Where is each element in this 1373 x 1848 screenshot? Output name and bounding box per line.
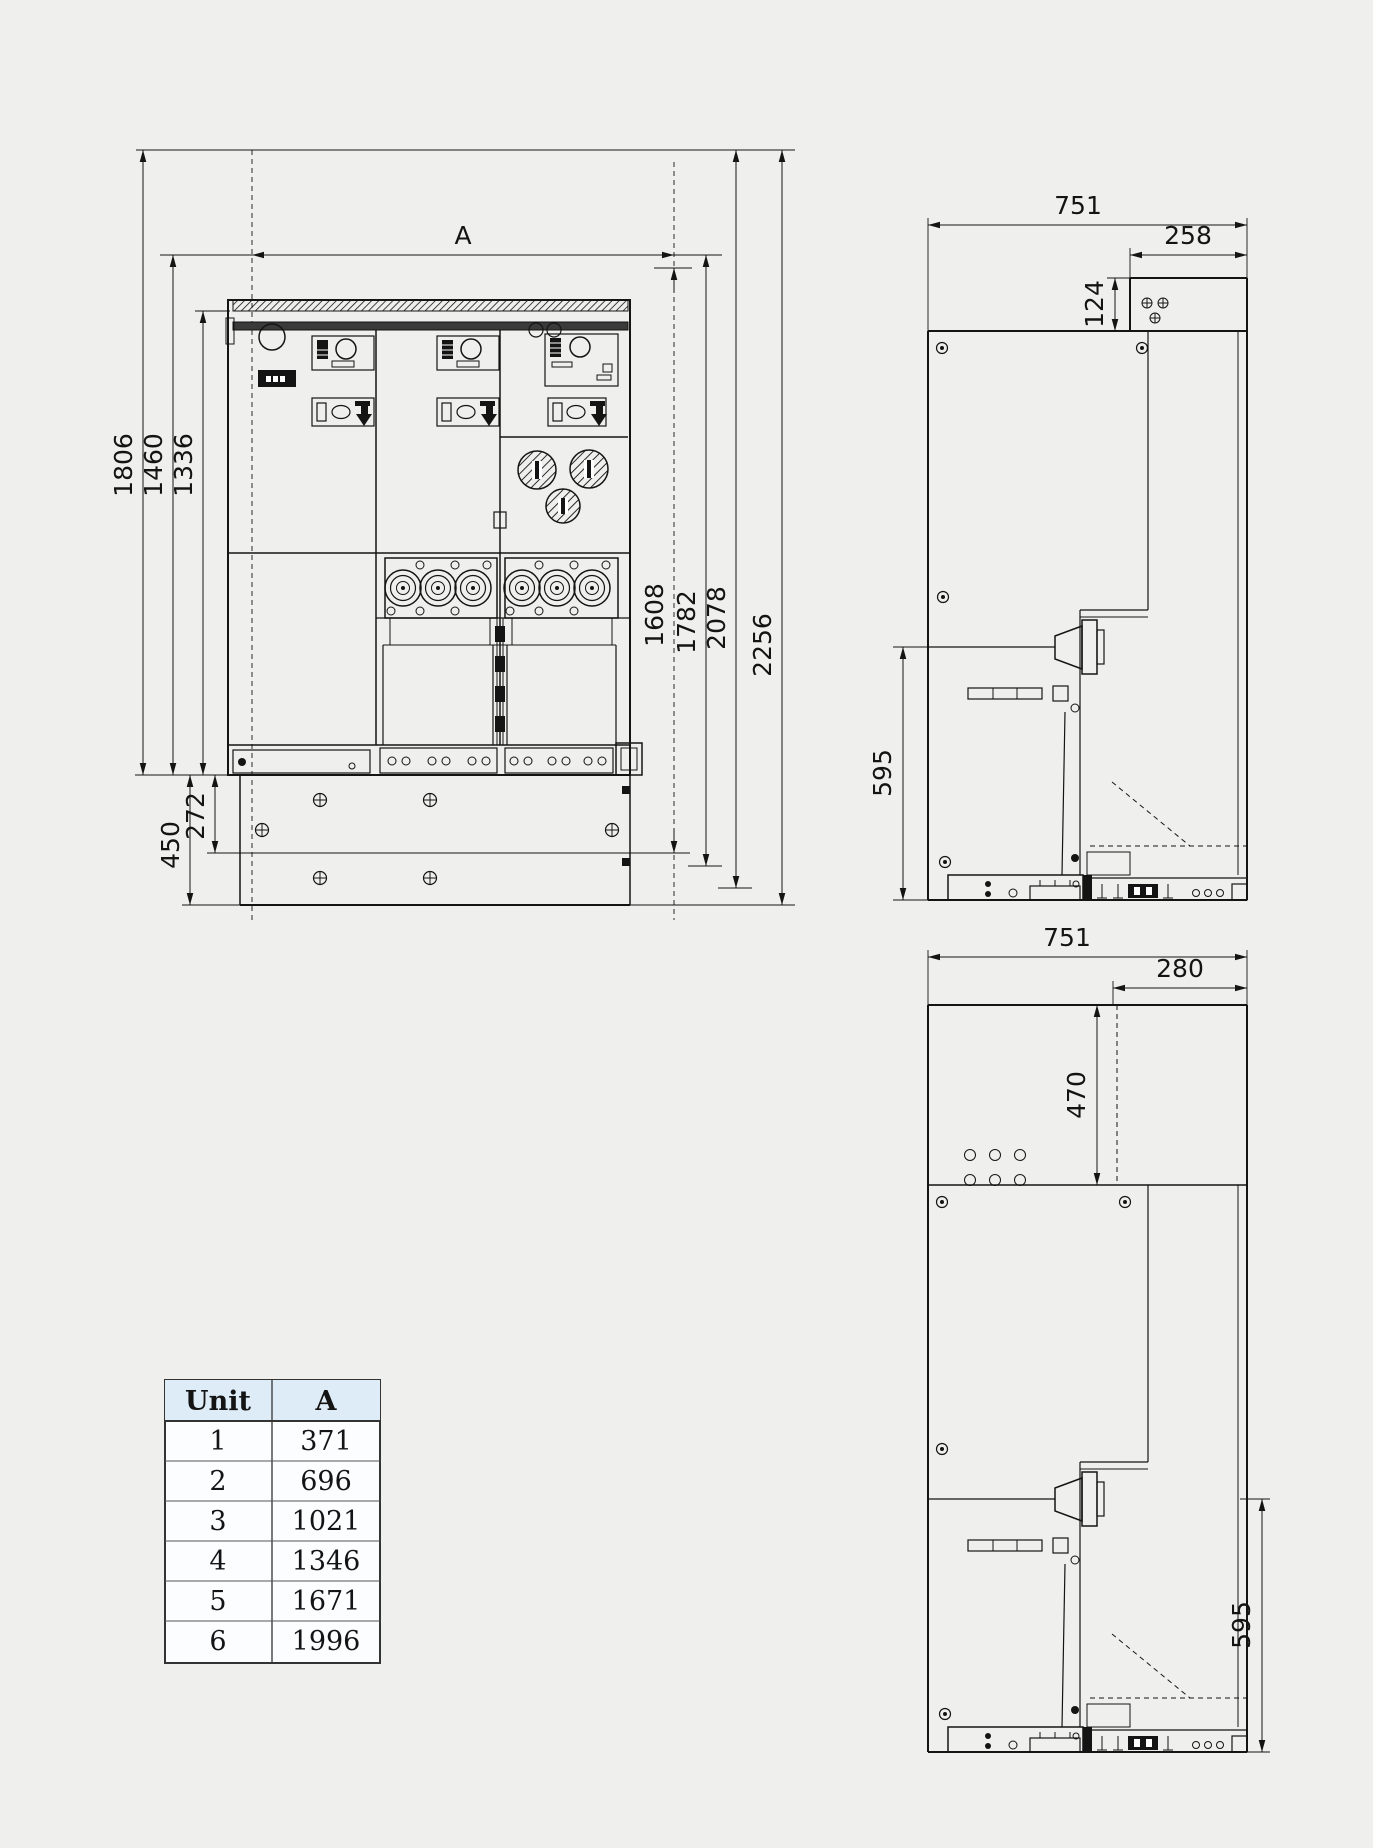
panel3-operator-box bbox=[548, 398, 607, 426]
dim-label-2256: 2256 bbox=[748, 613, 777, 677]
side-bushing-icon bbox=[928, 1472, 1104, 1526]
dim-label-751: 751 bbox=[1054, 191, 1102, 220]
cell-unit: 4 bbox=[209, 1546, 227, 1577]
dim-label-470: 470 bbox=[1062, 1071, 1091, 1119]
dim-label-272: 272 bbox=[181, 792, 210, 840]
cell-a: 696 bbox=[300, 1466, 352, 1497]
gland-plate-strip bbox=[228, 743, 642, 775]
dim-label-1806: 1806 bbox=[109, 433, 138, 497]
cell-a: 1346 bbox=[291, 1546, 361, 1577]
side-view-top bbox=[868, 191, 1250, 900]
dimension-1336 bbox=[169, 311, 203, 775]
size-table bbox=[165, 1380, 380, 1663]
dim-label-1460: 1460 bbox=[139, 433, 168, 497]
cell-unit: 6 bbox=[209, 1626, 227, 1657]
cell-a: 371 bbox=[300, 1426, 352, 1457]
cell-a: 1671 bbox=[291, 1586, 361, 1617]
panel3-indicator-box bbox=[545, 334, 618, 386]
dim-label-258: 258 bbox=[1164, 221, 1212, 250]
rivet-icon bbox=[937, 1444, 948, 1455]
rivet-icon bbox=[940, 1709, 951, 1720]
dim-label-280: 280 bbox=[1156, 954, 1204, 983]
fan-grille-icon bbox=[570, 450, 608, 488]
busbar-bushing-icon bbox=[420, 570, 456, 606]
dimension-1460 bbox=[139, 255, 173, 775]
cell-a: 1996 bbox=[291, 1626, 361, 1657]
dim-label-450: 450 bbox=[156, 821, 185, 869]
dimension-272 bbox=[181, 775, 215, 853]
screw-icon bbox=[314, 794, 327, 807]
terminal-bar bbox=[968, 688, 1042, 699]
dimension-2256 bbox=[748, 150, 782, 905]
cell-a: 1021 bbox=[291, 1506, 361, 1537]
cell-unit: 5 bbox=[209, 1586, 227, 1617]
front-view bbox=[109, 150, 795, 920]
table-header-a: A bbox=[315, 1386, 337, 1417]
dim-label-2078: 2078 bbox=[702, 586, 731, 650]
busbar-bushing-icon bbox=[455, 570, 491, 606]
side-rear-base bbox=[948, 1727, 1247, 1752]
busbar-bushing-icon bbox=[539, 570, 575, 606]
vent-hole-grid bbox=[965, 1150, 1026, 1186]
dimension-1806 bbox=[109, 150, 143, 775]
dim-label-1782: 1782 bbox=[672, 590, 701, 654]
down-arrow-icon bbox=[590, 401, 607, 426]
panel1-operator-box bbox=[312, 398, 374, 426]
table-header-unit: Unit bbox=[185, 1386, 251, 1417]
screw-icon bbox=[424, 794, 437, 807]
dimension-470 bbox=[1062, 1005, 1097, 1185]
side-bushing-icon bbox=[928, 620, 1104, 674]
rivet-icon bbox=[937, 343, 948, 354]
dim-label-595: 595 bbox=[1227, 1601, 1256, 1649]
down-arrow-icon bbox=[480, 401, 497, 426]
hidden-line bbox=[1112, 782, 1190, 846]
dimension-1608 bbox=[640, 268, 674, 853]
cell-unit: 3 bbox=[209, 1506, 227, 1537]
dimension-595-top bbox=[868, 647, 903, 900]
side-top-base bbox=[948, 875, 1247, 900]
screw-icon bbox=[424, 872, 437, 885]
dimension-751-rear bbox=[928, 923, 1247, 957]
dimension-595-rear bbox=[1227, 1499, 1262, 1752]
screw-icon bbox=[1142, 298, 1152, 308]
busbar-bushing-icon bbox=[574, 570, 610, 606]
dimension-280 bbox=[1113, 954, 1247, 988]
cable-compartment bbox=[376, 618, 630, 745]
rivet-icon bbox=[1120, 1197, 1131, 1208]
rivet-icon bbox=[938, 592, 949, 603]
fan-grille-icon bbox=[546, 489, 580, 523]
dimension-1782 bbox=[672, 255, 706, 866]
panel1-indicator-box bbox=[312, 336, 374, 370]
dim-label-751: 751 bbox=[1043, 923, 1091, 952]
fan-grille-icon bbox=[518, 451, 556, 489]
screw-icon bbox=[314, 872, 327, 885]
dimension-2078 bbox=[702, 150, 736, 888]
busbar-bushing-icon bbox=[504, 570, 540, 606]
dim-label-1336: 1336 bbox=[169, 433, 198, 497]
base-plinth bbox=[240, 775, 630, 905]
screw-icon bbox=[1158, 298, 1168, 308]
down-arrow-icon bbox=[355, 401, 372, 426]
screw-icon bbox=[606, 824, 619, 837]
cell-unit: 1 bbox=[209, 1426, 227, 1457]
side-top-body bbox=[928, 278, 1250, 900]
side-view-rear bbox=[928, 923, 1270, 1752]
panel2-operator-box bbox=[437, 398, 499, 426]
busbar-compartment bbox=[385, 558, 618, 618]
front-view-cabinet bbox=[226, 300, 642, 905]
rivet-icon bbox=[1137, 343, 1148, 354]
hidden-line bbox=[1112, 1634, 1190, 1698]
dim-label-a: A bbox=[454, 221, 472, 250]
rivet-icon bbox=[940, 857, 951, 868]
dimension-258 bbox=[1130, 221, 1247, 255]
busbar-bushing-icon bbox=[385, 570, 421, 606]
dimension-a-width bbox=[252, 221, 674, 255]
nameplate-display bbox=[258, 370, 296, 387]
dim-label-595: 595 bbox=[868, 749, 897, 797]
rivet-icon bbox=[937, 1197, 948, 1208]
dim-label-124: 124 bbox=[1080, 280, 1109, 328]
dimension-751-top bbox=[928, 191, 1247, 225]
top-busbar-strip bbox=[233, 322, 628, 330]
dim-label-1608: 1608 bbox=[640, 583, 669, 647]
screw-icon bbox=[1150, 313, 1160, 323]
roof-hatch-strip bbox=[233, 300, 628, 311]
cell-unit: 2 bbox=[209, 1466, 227, 1497]
dimension-124 bbox=[1080, 278, 1115, 331]
terminal-bar bbox=[968, 1540, 1042, 1551]
screw-icon bbox=[256, 824, 269, 837]
panel2-indicator-box bbox=[437, 336, 499, 370]
